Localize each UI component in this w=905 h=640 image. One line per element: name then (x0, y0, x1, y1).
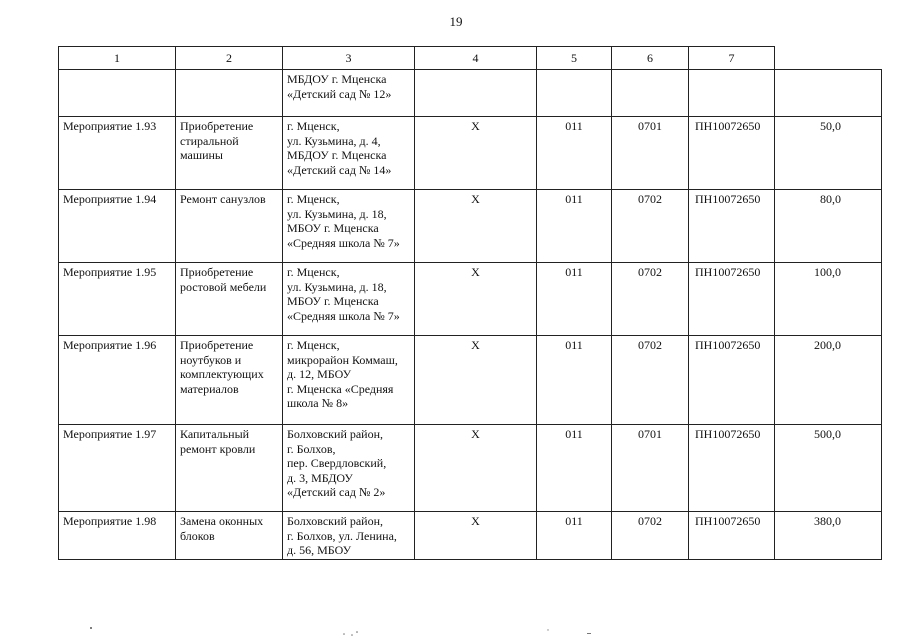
address-line: д. 3, МБДОУ (287, 470, 353, 485)
address-line: «Средняя школа № 7» (287, 308, 400, 323)
address-line: г. Мценск, (287, 192, 340, 206)
header-cell: 2 (176, 47, 283, 70)
col5-cell: 0702 (612, 336, 689, 425)
address-line: ул. Кузьмина, д. 18, (287, 206, 387, 221)
scan-speck (547, 629, 548, 630)
col7-cell: 380,0 (775, 512, 882, 560)
header-cell: 3 (283, 47, 415, 70)
header-cell: 7 (689, 47, 775, 70)
col5-cell: 0702 (612, 263, 689, 336)
col7-cell: 80,0 (775, 190, 882, 263)
col5-cell: 0702 (612, 190, 689, 263)
event-cell: Мероприятие 1.94 (59, 190, 176, 263)
address-line: микрорайон Коммаш, (287, 352, 398, 367)
col4-cell: 011 (537, 512, 612, 560)
header-cell: 1 (59, 47, 176, 70)
address-line: «Средняя школа № 7» (287, 235, 400, 250)
address-line: Болховский район, (287, 427, 384, 441)
name-line: ремонт кровли (180, 441, 256, 456)
col5-cell: 0701 (612, 117, 689, 190)
address-line: г. Болхов, (287, 441, 336, 456)
address-line: г. Мценска «Средняя (287, 381, 394, 396)
address-line: МБОУ г. Мценска (287, 294, 379, 308)
name-line: стиральной (180, 133, 239, 148)
col4-cell: 011 (537, 117, 612, 190)
name-line: Приобретение (180, 265, 254, 279)
name-line: материалов (180, 381, 239, 396)
col3-cell: Х (415, 263, 537, 336)
col7-cell: 100,0 (775, 263, 882, 336)
scan-speck (343, 633, 345, 635)
col3-cell: Х (415, 512, 537, 560)
address-line: школа № 8» (287, 396, 349, 410)
col3-cell: Х (415, 190, 537, 263)
col4-cell: 011 (537, 190, 612, 263)
col3-cell: Х (415, 425, 537, 512)
col6-cell: ПН10072650 (689, 263, 775, 336)
name-line: Капитальный (180, 427, 250, 441)
col3-cell: Х (415, 117, 537, 190)
address-line: ул. Кузьмина, д. 4, (287, 133, 381, 148)
col6-cell: ПН10072650 (689, 190, 775, 263)
col6-cell: ПН10072650 (689, 512, 775, 560)
event-cell: Мероприятие 1.98 (59, 512, 176, 560)
address-line: г. Мценск, (287, 265, 340, 279)
name-line: Ремонт санузлов (180, 192, 266, 206)
address-line: МБДОУ г. Мценска (287, 148, 387, 162)
col7-cell: 200,0 (775, 336, 882, 425)
event-cell: Мероприятие 1.95 (59, 263, 176, 336)
col7-cell: 50,0 (775, 117, 882, 190)
name-line: Приобретение (180, 338, 254, 352)
header-cell: 6 (612, 47, 689, 70)
col7-cell: 500,0 (775, 425, 882, 512)
col6-cell: ПН10072650 (689, 425, 775, 512)
header-cell: 4 (415, 47, 537, 70)
page-number: 19 (449, 14, 463, 29)
name-line: ноутбуков и (180, 352, 242, 367)
address-line: г. Мценск, (287, 119, 340, 133)
col5-cell: 0701 (612, 425, 689, 512)
name-line: ростовой мебели (180, 279, 267, 294)
scan-speck (587, 633, 591, 634)
scan-speck (90, 627, 92, 629)
address-line: д. 56, МБОУ (287, 543, 352, 557)
address-line: ул. Кузьмина, д. 18, (287, 279, 387, 294)
header-cell: 5 (537, 47, 612, 70)
address-line: Болховский район, (287, 514, 384, 528)
name-line: Замена оконных (180, 514, 264, 528)
event-cell: Мероприятие 1.93 (59, 117, 176, 190)
address-line: г. Мценск, (287, 338, 340, 352)
address-line: «Детский сад № 14» (287, 162, 392, 177)
event-cell: Мероприятие 1.97 (59, 425, 176, 512)
name-line: Приобретение (180, 119, 254, 133)
col5-cell: 0702 (612, 512, 689, 560)
col4-cell: 011 (537, 425, 612, 512)
col4-cell: 011 (537, 336, 612, 425)
scan-speck (356, 631, 358, 633)
address-line: «Детский сад № 12» (287, 86, 392, 101)
event-cell: Мероприятие 1.96 (59, 336, 176, 425)
name-line: блоков (180, 528, 215, 543)
address-line: г. Болхов, ул. Ленина, (287, 528, 397, 543)
address-line: «Детский сад № 2» (287, 485, 386, 499)
col3-cell: Х (415, 336, 537, 425)
name-line: машины (180, 148, 223, 162)
address-line: пер. Свердловский, (287, 456, 387, 470)
address-line: д. 12, МБОУ (287, 367, 352, 381)
col6-cell: ПН10072650 (689, 336, 775, 425)
scan-speck (351, 634, 353, 636)
col4-cell: 011 (537, 263, 612, 336)
name-line: комплектующих (180, 367, 264, 381)
col6-cell: ПН10072650 (689, 117, 775, 190)
address-line: МБОУ г. Мценска (287, 221, 379, 235)
address-line: МБДОУ г. Мценска (287, 72, 387, 86)
